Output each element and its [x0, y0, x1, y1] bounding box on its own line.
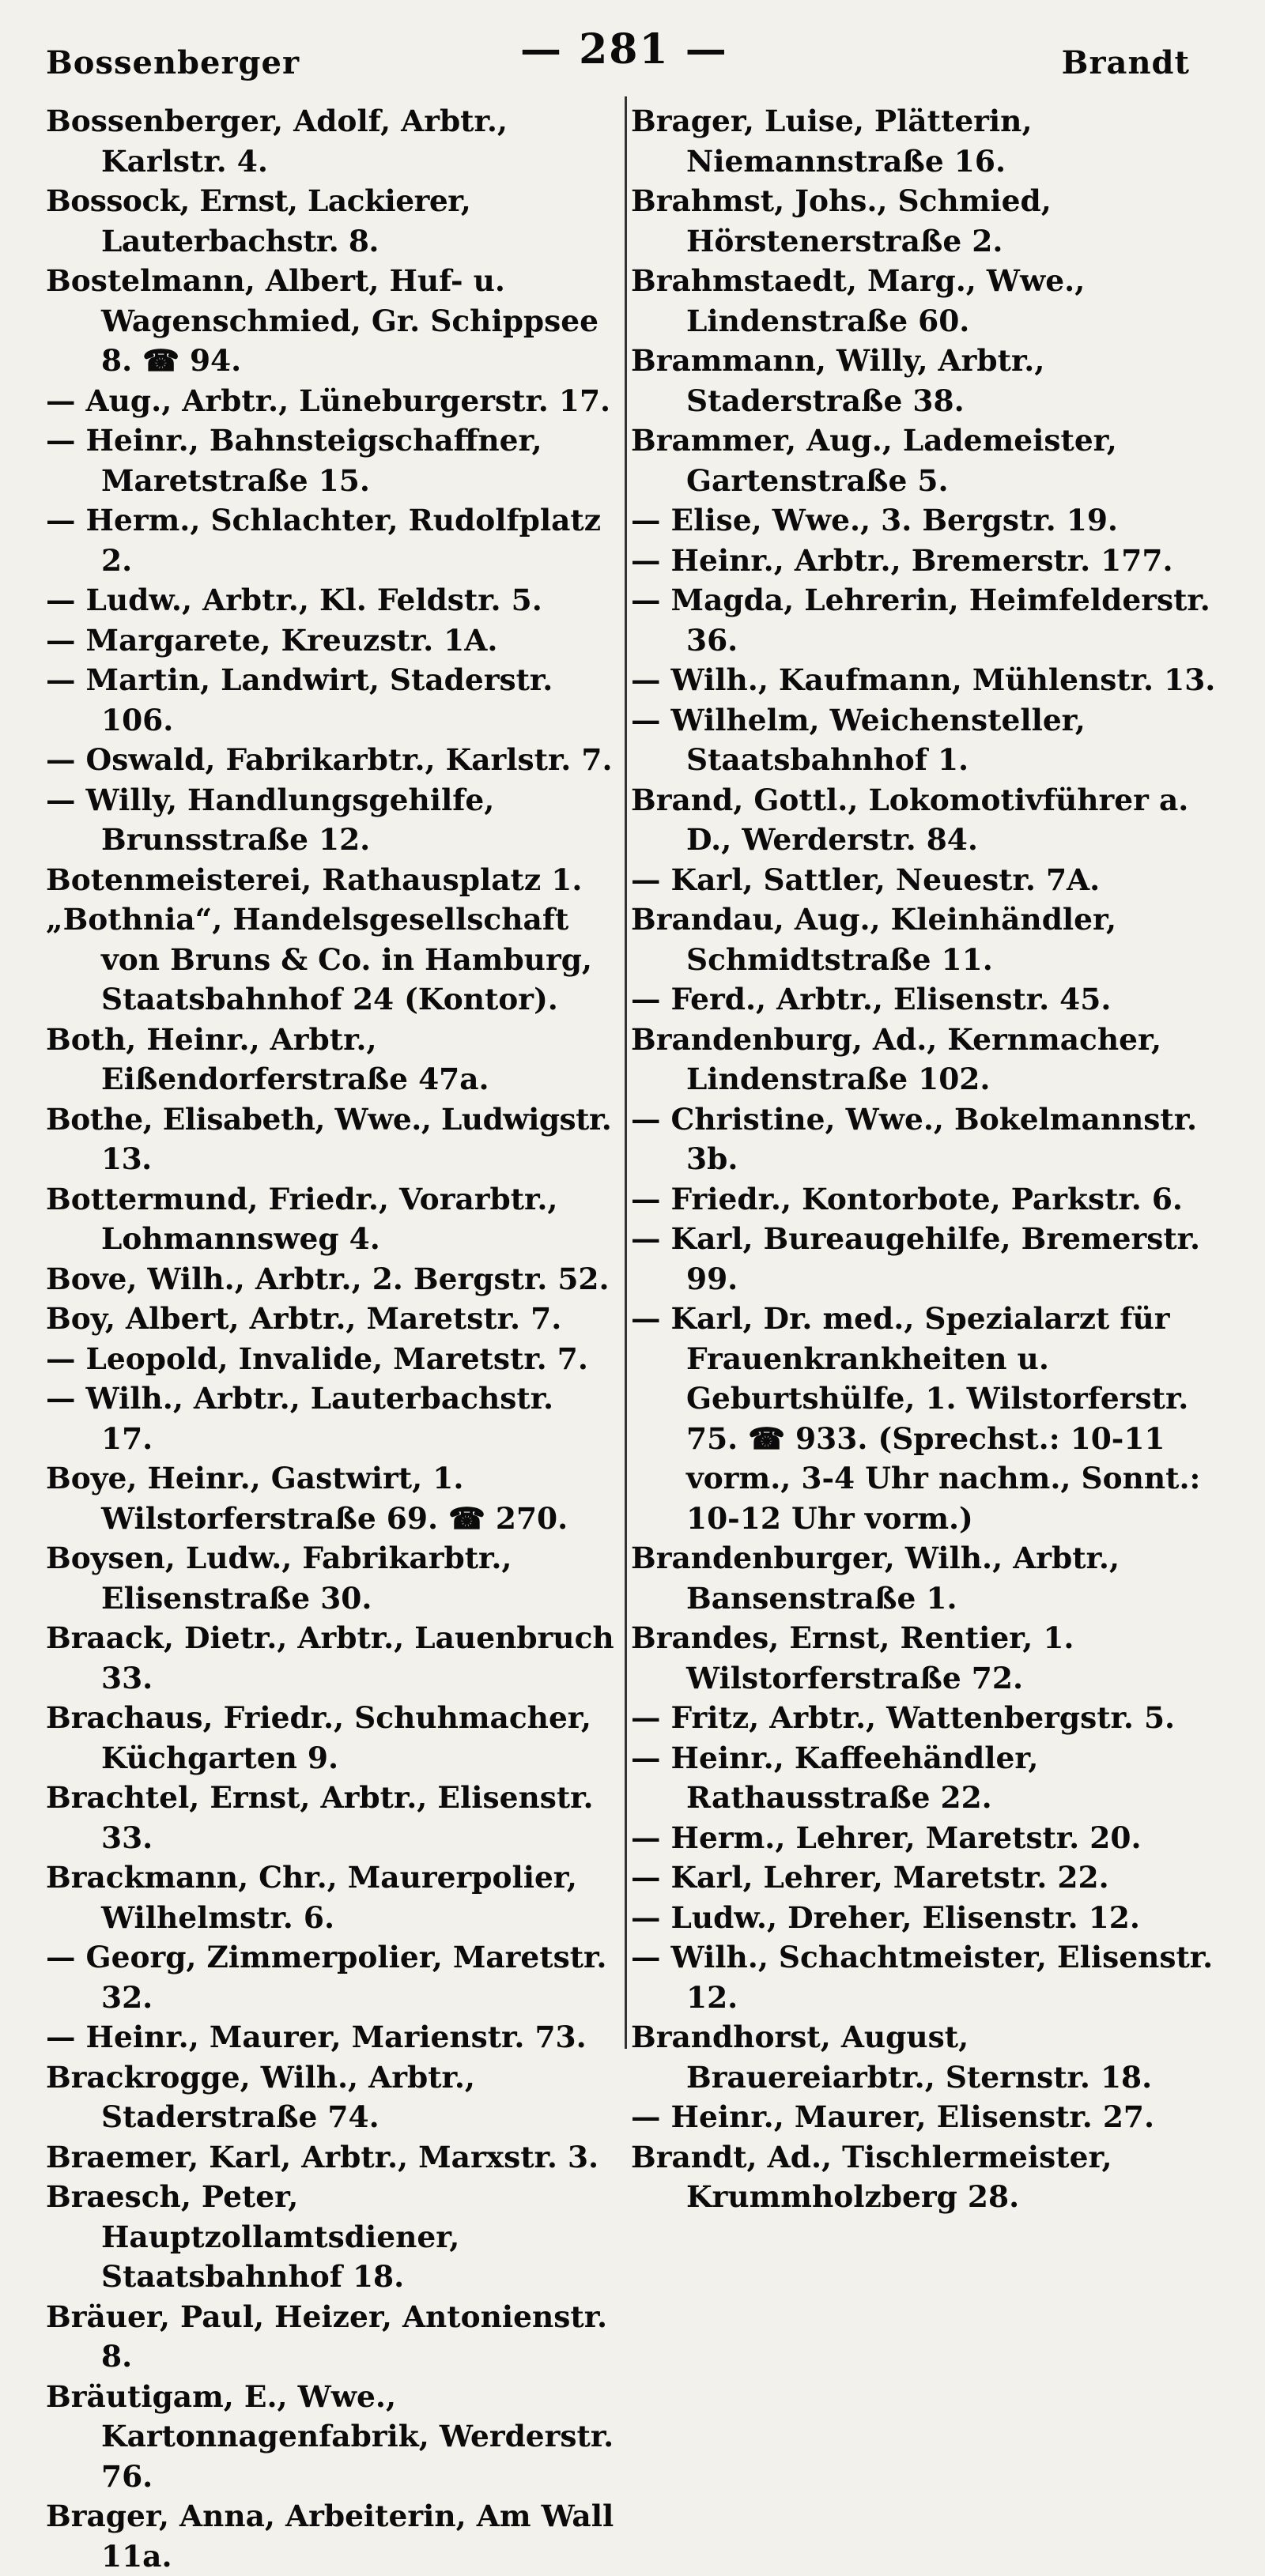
directory-entry: — Heinr., Kaffeehändler, Rathausstraße 22.: [631, 1740, 1039, 1815]
directory-entry: — Margarete, Kreuzstr. 1A.: [46, 622, 498, 658]
directory-entry: — Karl, Dr. med., Spezialarzt für Frauenkrankheiten u. Geburtshülfe, 1. Wilstorferstr. 75. ☎ 933. (Sprechst.: 10-11 vorm., 3-4 Uhr nachm., Sonnt.: 10-12 Uhr vorm.): [631, 1301, 1201, 1536]
directory-entry: — Heinr., Bahnsteigschaffner, Maretstraße 15.: [46, 423, 542, 498]
column-divider: [625, 96, 627, 2049]
directory-entry: Boy, Albert, Arbtr., Maretstr. 7.: [46, 1301, 562, 1336]
directory-entry: Bossock, Ernst, Lackierer, Lauterbachstr. 8.: [46, 183, 471, 258]
directory-entry: Brand, Gottl., Lokomotivführer a. D., Werderstr. 84.: [631, 782, 1189, 857]
directory-entry: — Friedr., Kontorbote, Parkstr. 6.: [631, 1181, 1183, 1216]
directory-entry: Boye, Heinr., Gastwirt, 1. Wilstorferstraße 69. ☎ 270.: [46, 1461, 568, 1536]
directory-entry: — Heinr., Maurer, Elisenstr. 27.: [631, 2099, 1155, 2134]
directory-entry: — Georg, Zimmerpolier, Maretstr. 32.: [46, 1940, 607, 2015]
directory-entry: Bove, Wilh., Arbtr., 2. Bergstr. 52.: [46, 1261, 610, 1296]
directory-entry: Bostelmann, Albert, Huf- u. Wagenschmied, Gr. Schippsee 8. ☎ 94.: [46, 263, 599, 378]
right-column: [631, 101, 1216, 2217]
directory-entry: — Wilh., Schachtmeister, Elisenstr. 12.: [631, 1940, 1214, 2015]
directory-entry: — Ludw., Arbtr., Kl. Feldstr. 5.: [46, 583, 542, 617]
directory-entry: Brager, Luise, Plätterin, Niemannstraße 16.: [631, 104, 1033, 179]
directory-entry: — Herm., Lehrer, Maretstr. 20.: [631, 1820, 1142, 1855]
directory-entry: Bottermund, Friedr., Vorarbtr., Lohmannsweg 4.: [46, 1181, 558, 1256]
directory-entry: Braesch, Peter, Hauptzollamtsdiener, Staatsbahnhof 18.: [46, 2179, 460, 2294]
directory-entry: — Magda, Lehrerin, Heimfelderstr. 36.: [631, 583, 1210, 658]
directory-entry: Bossenberger, Adolf, Arbtr., Karlstr. 4.: [46, 104, 508, 179]
directory-entry: — Ludw., Dreher, Elisenstr. 12.: [631, 1899, 1140, 1935]
directory-entry: Brandt, Ad., Tischlermeister, Krummholzberg 28.: [631, 2139, 1112, 2214]
directory-entry: — Herm., Schlachter, Rudolfplatz 2.: [46, 503, 602, 578]
directory-entry: — Aug., Arbtr., Lüneburgerstr. 17.: [46, 383, 611, 418]
directory-entry: Brackrogge, Wilh., Arbtr., Staderstraße 74.: [46, 2059, 475, 2134]
directory-entry: Brahmst, Johs., Schmied, Hörstenerstraße 2.: [631, 183, 1052, 258]
directory-entry: Bothe, Elisabeth, Wwe., Ludwigstr. 13.: [46, 1101, 612, 1176]
directory-entry: — Elise, Wwe., 3. Bergstr. 19.: [631, 503, 1118, 537]
directory-entry: Bräutigam, E., Wwe., Kartonnagenfabrik, Werderstr. 76.: [46, 2378, 614, 2494]
directory-entry: — Martin, Landwirt, Staderstr. 106.: [46, 662, 553, 737]
directory-entry: Brandenburger, Wilh., Arbtr., Bansenstraße 1.: [631, 1541, 1120, 1616]
directory-entry: Brandes, Ernst, Rentier, 1. Wilstorferstraße 72.: [631, 1620, 1074, 1695]
directory-entry: Brandenburg, Ad., Kernmacher, Lindenstraße 102.: [631, 1021, 1162, 1096]
directory-entry: Boysen, Ludw., Fabrikarbtr., Elisenstraße 30.: [46, 1541, 512, 1616]
directory-entry: Brackmann, Chr., Maurerpolier, Wilhelmstr. 6.: [46, 1860, 577, 1935]
directory-entry: — Heinr., Maurer, Marienstr. 73.: [46, 2020, 587, 2054]
directory-entry: Brandhorst, August, Brauereiarbtr., Sternstr. 18.: [631, 2020, 1153, 2095]
directory-entry: Brachtel, Ernst, Arbtr., Elisenstr. 33.: [46, 1780, 594, 1855]
directory-entry: Brahmstaedt, Marg., Wwe., Lindenstraße 60.: [631, 263, 1086, 338]
directory-entry: — Leopold, Invalide, Maretstr. 7.: [46, 1341, 588, 1376]
directory-entry: — Wilh., Kaufmann, Mühlenstr. 13.: [631, 662, 1216, 697]
directory-entry: — Christine, Wwe., Bokelmannstr. 3b.: [631, 1101, 1198, 1176]
directory-entry: — Ferd., Arbtr., Elisenstr. 45.: [631, 982, 1112, 1016]
directory-entry: Brachaus, Friedr., Schuhmacher, Küchgarten 9.: [46, 1700, 591, 1775]
running-head-right: Brandt: [1061, 44, 1190, 81]
page-number: — 281 —: [520, 25, 728, 74]
directory-entry: — Karl, Sattler, Neuestr. 7A.: [631, 862, 1101, 897]
directory-entry: — Oswald, Fabrikarbtr., Karlstr. 7.: [46, 742, 613, 777]
directory-entry: Brammer, Aug., Lademeister, Gartenstraße 5.: [631, 423, 1117, 498]
directory-entry: — Fritz, Arbtr., Wattenbergstr. 5.: [631, 1700, 1176, 1735]
directory-entry: Botenmeisterei, Rathausplatz 1.: [46, 862, 583, 897]
running-head-left: Bossenberger: [46, 44, 300, 81]
left-column: [46, 101, 615, 2576]
directory-entry: Braack, Dietr., Arbtr., Lauenbruch 33.: [46, 1620, 614, 1695]
page-header: [46, 19, 1190, 82]
directory-entry: Brager, Anna, Arbeiterin, Am Wall 11a.: [46, 2499, 614, 2574]
directory-entry: — Heinr., Arbtr., Bremerstr. 177.: [631, 542, 1173, 578]
directory-entry: Brandau, Aug., Kleinhändler, Schmidtstraße 11.: [631, 902, 1117, 977]
directory-entry: — Wilhelm, Weichensteller, Staatsbahnhof 1.: [631, 702, 1086, 777]
directory-entry: Brammann, Willy, Arbtr., Staderstraße 38.: [631, 343, 1045, 418]
directory-entry: Both, Heinr., Arbtr., Eißendorferstraße 47a.: [46, 1021, 489, 1096]
directory-entry: Bräuer, Paul, Heizer, Antonienstr. 8.: [46, 2299, 608, 2374]
directory-entry: Braemer, Karl, Arbtr., Marxstr. 3.: [46, 2139, 599, 2174]
directory-entry: — Willy, Handlungsgehilfe, Brunsstraße 12.: [46, 782, 495, 857]
directory-entry: — Karl, Lehrer, Maretstr. 22.: [631, 1860, 1109, 1895]
directory-entry: „Bothnia“, Handelsgesellschaft von Bruns & Co. in Hamburg, Staatsbahnhof 24 (Kontor).: [46, 902, 592, 1016]
directory-entry: — Karl, Bureaugehilfe, Bremerstr. 99.: [631, 1221, 1201, 1296]
directory-entry: — Wilh., Arbtr., Lauterbachstr. 17.: [46, 1381, 554, 1456]
